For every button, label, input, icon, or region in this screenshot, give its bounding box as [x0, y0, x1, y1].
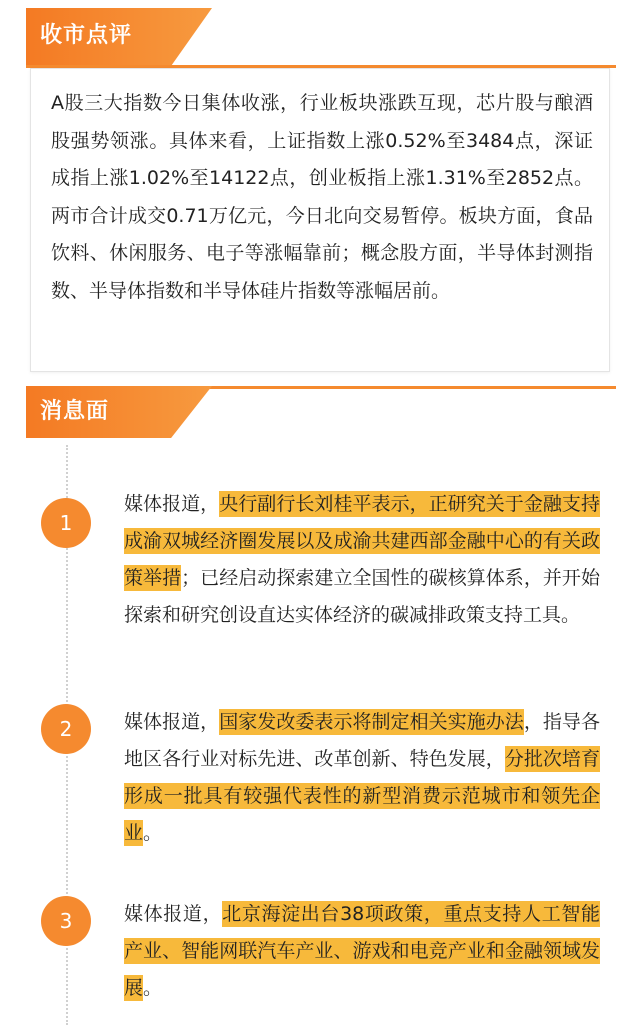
news-suffix: 。 — [143, 822, 163, 844]
news-prefix: 媒体报道， — [124, 903, 223, 925]
news-suffix: ；已经启动探索建立全国性的碳核算体系，并开始探索和研究创设直达实体经济的碳减排政策支持工具。 — [124, 567, 600, 626]
summary-box — [30, 68, 610, 372]
news-prefix: 媒体报道， — [124, 493, 220, 515]
news-highlight: 国家发改委表示将制定相关实施办法 — [219, 711, 524, 733]
news-text — [124, 704, 600, 852]
news-highlight: 央行副行长刘桂平表示，正研究关于金融支持成渝双城经济圈发展以及成渝共建西部金融中心的有关政策举措 — [124, 493, 600, 589]
news-number-badge: 2 — [41, 704, 91, 754]
news-middle: ，指导各地区各行业对标先进、改革创新、特色发展， — [124, 711, 600, 770]
summary-section-title: 收市点评 — [40, 23, 133, 48]
news-highlight-2: 分批次培育形成一批具有较强代表性的新型消费示范城市和领先企业 — [124, 748, 600, 844]
news-number-badge: 3 — [41, 896, 91, 946]
news-suffix: 。 — [143, 977, 163, 999]
summary-text: A股三大指数今日集体收涨，行业板块涨跌互现，芯片股与酿酒股强势领涨。具体来看，上证指数上涨0.52%至3484点，深证成指上涨1.02%至14122点，创业板指上涨1.31%至2852点。两市合计成交0.71万亿元，今日北向交易暂停。板块方面，食品饮料、休闲服务、电子等涨幅靠前；概念股方面，半导体封测指数、半导体指数和半导体硅片指数等涨幅居前。 — [51, 92, 593, 302]
news-text — [124, 896, 600, 1007]
news-number-badge: 1 — [41, 498, 91, 548]
news-prefix: 媒体报道， — [124, 711, 220, 733]
news-section-title: 消息面 — [40, 399, 110, 424]
news-text — [124, 486, 600, 634]
summary-section-header — [0, 8, 640, 68]
news-highlight: 北京海淀出台38项政策，重点支持人工智能产业、智能网联汽车产业、游戏和电竞产业和金融领域发展 — [124, 903, 600, 999]
news-section-header — [0, 386, 640, 446]
